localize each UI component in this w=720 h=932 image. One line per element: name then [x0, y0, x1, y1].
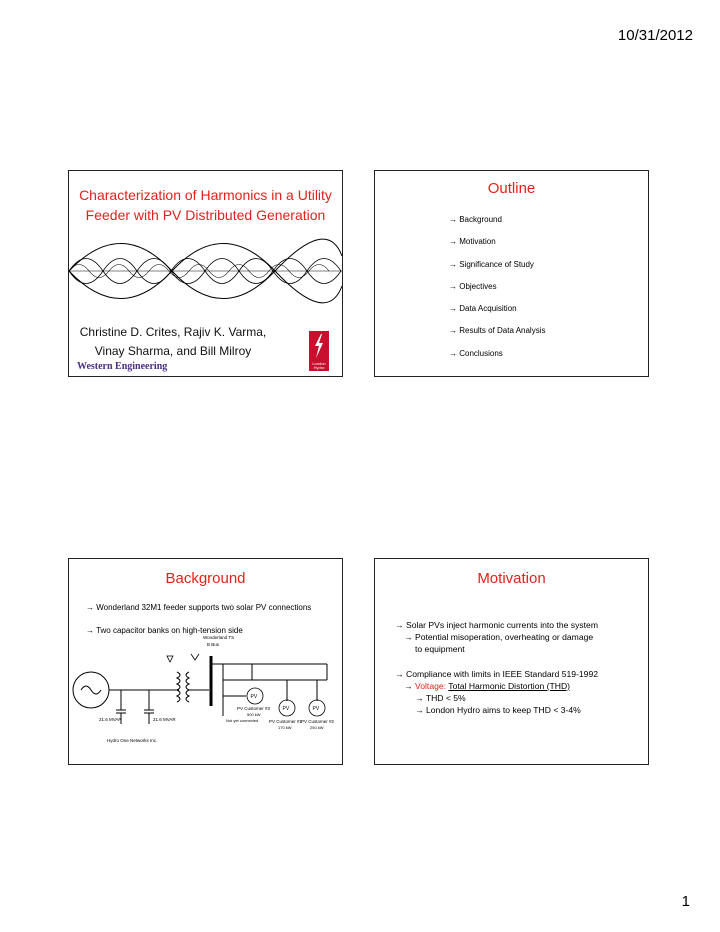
- motivation-line: → Compliance with limits in IEEE Standard 519-1992: [395, 668, 599, 679]
- motivation-line: → THD < 5%: [415, 693, 466, 704]
- pv-customer2-kw: 250 kW: [310, 725, 324, 730]
- motivation-body: [395, 619, 598, 716]
- date-header: 10/31/2012: [617, 27, 693, 44]
- harmonic-waveform-graphic: [69, 226, 342, 316]
- slide-outline: [374, 170, 649, 377]
- background-title: Background: [165, 570, 246, 587]
- pv-customer1-label: PV Customer #1: [269, 719, 303, 724]
- station-label: Wonderland TS: [203, 635, 235, 640]
- outline-item: → Significance of Study: [449, 259, 534, 269]
- western-engineering-logo: Western Engineering: [77, 361, 168, 372]
- motivation-line: → London Hydro aims to keep THD < 3-4%: [415, 705, 581, 716]
- pv-customer3-note: Not yet connected: [226, 718, 259, 723]
- outline-list: [449, 215, 545, 371]
- motivation-line: → Solar PVs inject harmonic currents into the system: [395, 620, 598, 630]
- motivation-line: to equipment: [415, 644, 465, 655]
- pv-customer1-kw: 170 kW: [278, 725, 292, 730]
- motivation-title: Motivation: [477, 570, 546, 587]
- slide-motivation: [374, 558, 649, 765]
- pv-label: PV: [282, 706, 290, 712]
- slide-title: [68, 170, 343, 377]
- background-bullet: → Wonderland 32M1 feeder supports two solar PV connections: [86, 603, 312, 612]
- outline-item: → Background: [449, 215, 502, 224]
- outline-item: → Objectives: [449, 281, 497, 291]
- pv-customer2-label: PV Customer #2: [301, 719, 335, 724]
- pv-customer3-kw: 500 kW: [247, 712, 261, 717]
- pv-label: PV: [312, 706, 320, 712]
- feeder-single-line-diagram: [69, 635, 342, 744]
- slide-background: [68, 558, 343, 765]
- slide-authors: Christine D. Crites, Rajiv K. Varma, Vinay Sharma, and Bill Milroy: [79, 325, 267, 358]
- cap1-label: 21.6 MVAR: [99, 717, 122, 722]
- london-hydro-logo: London Hydro: [309, 331, 329, 371]
- outline-item: → Data Acquisition: [449, 304, 517, 314]
- slide-title-heading: Characterization of Harmonics in a Utility Feeder with PV Distributed Generation: [79, 187, 332, 223]
- voltage-label: Voltage:: [414, 680, 447, 691]
- motivation-line: → Potential misoperation, overheating or damage: [404, 632, 594, 643]
- motivation-line: → Voltage: Total Harmonic Distortion (THD): [404, 680, 571, 691]
- outline-item: → Conclusions: [449, 348, 503, 358]
- pv-customer3-label: PV Customer #3: [237, 706, 271, 711]
- cap2-label: 21.6 MVAR: [153, 717, 176, 722]
- background-bullet: → Two capacitor banks on high-tension side: [86, 626, 243, 635]
- page-number: 1: [681, 893, 690, 910]
- bus-label: B Bus: [207, 642, 220, 647]
- pv-label: PV: [250, 694, 258, 700]
- outline-title: Outline: [487, 180, 536, 197]
- outline-item: → Results of Data Analysis: [449, 326, 546, 336]
- outline-item: → Motivation: [449, 237, 496, 247]
- thd-term: Total Harmonic Distortion (THD): [448, 680, 571, 691]
- utility-label: Hydro One Networks Inc.: [107, 738, 158, 743]
- lightning-icon: [311, 333, 327, 359]
